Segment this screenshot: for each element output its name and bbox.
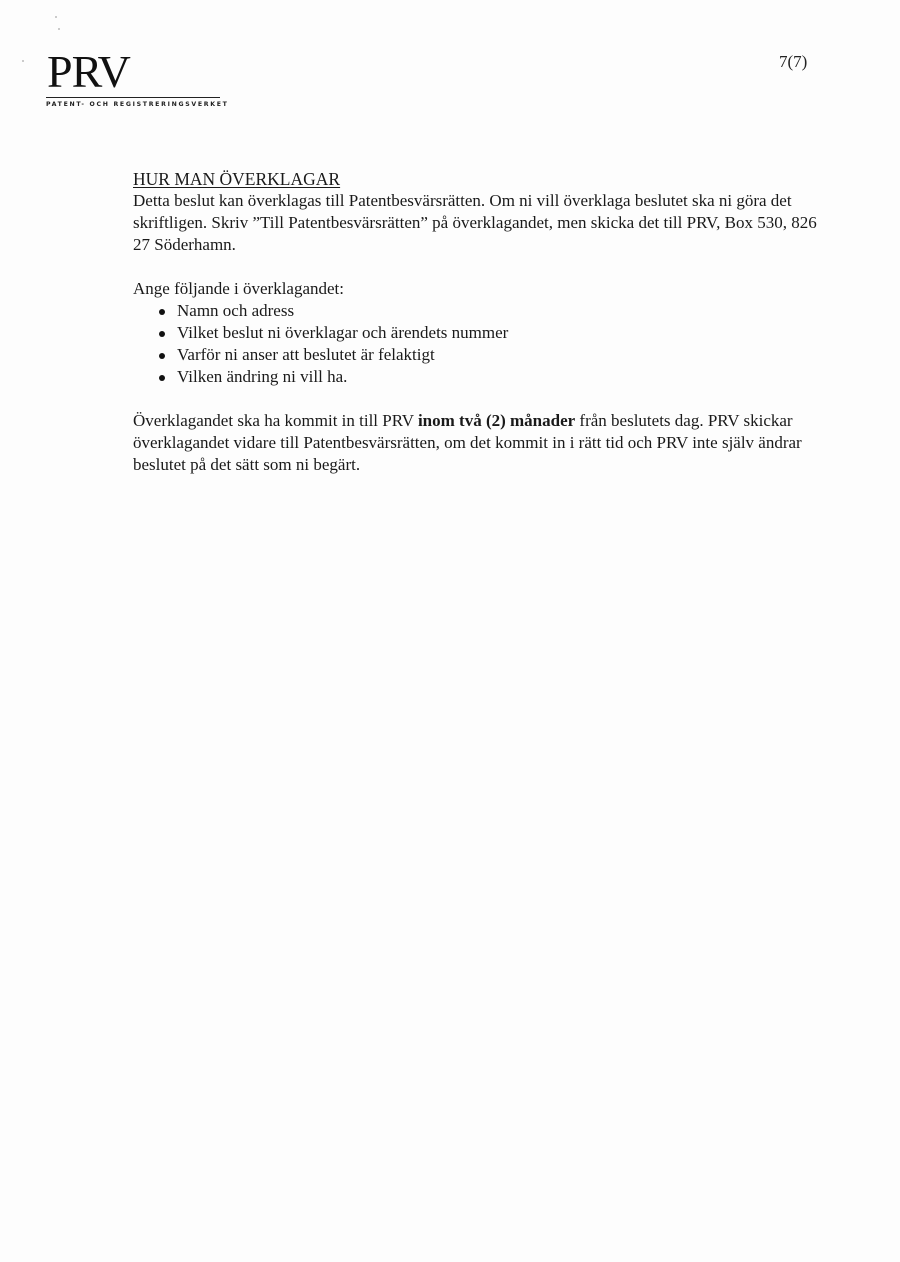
deadline-text-end: från beslutets dag. PRV skickar överklagandet vidare till Patentbesvärsrätten, om det kommit in i rätt tid och PRV inte själv ändrar beslutet på det sätt som ni begärt. — [133, 411, 802, 474]
list-item: Vilket beslut ni överklagar och ärendets nummer — [159, 322, 823, 344]
list-item: Varför ni anser att beslutet är felaktigt — [159, 344, 823, 366]
logo-text: PRV — [47, 46, 130, 97]
logo-subtitle: PATENT- OCH REGISTRERINGSVERKET — [46, 101, 229, 108]
scan-artifact — [58, 28, 60, 30]
deadline-emphasis: inom två (2) månader — [417, 411, 576, 430]
appeal-instructions — [133, 168, 823, 476]
deadline-text-start: Överklagandet ska ha kommit in till PRV — [133, 411, 418, 430]
scan-artifact — [55, 16, 57, 18]
page-number: 7(7) — [779, 52, 808, 71]
appeal-paragraph: Detta beslut kan överklagas till Patentbesvärsrätten. Om ni vill överklaga beslutet ska ni göra det skriftligen. Skriv ”Till Patentbesvärsrätten” på överklagandet, men skicka det till PRV, Box 530, 826 27 Söderhamn. — [133, 191, 817, 254]
deadline-paragraph — [133, 410, 823, 476]
requirements-intro: Ange följande i överklagandet: — [133, 279, 345, 298]
section-heading: HUR MAN ÖVERKLAGAR — [133, 169, 341, 189]
requirements-list — [133, 300, 823, 388]
list-item: Vilken ändring ni vill ha. — [159, 366, 823, 388]
list-item: Namn och adress — [159, 300, 823, 322]
logo-rule — [46, 97, 220, 98]
prv-logo — [46, 46, 229, 108]
scan-artifact — [22, 60, 24, 62]
